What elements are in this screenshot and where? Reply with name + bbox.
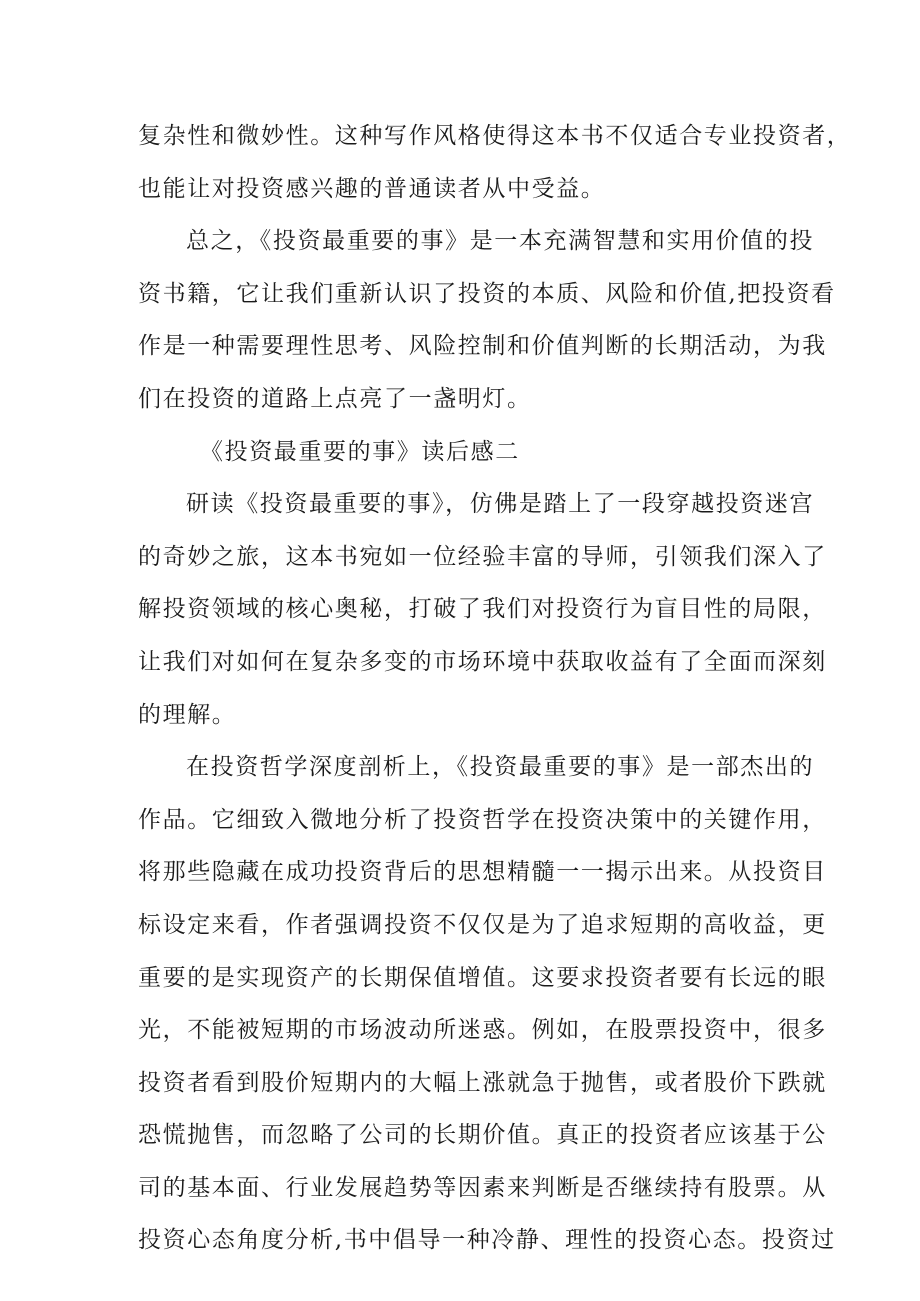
text-line: 研读《投资最重要的事》，仿佛是踏上了一段穿越投资迷宫 — [186, 491, 815, 518]
document-body — [138, 110, 852, 1267]
paragraph — [138, 741, 836, 1267]
text-line: 解投资领域的核心奥秘，打破了我们对投资行为盲目性的局限， — [138, 596, 827, 623]
text-line: 总之，《投资最重要的事》是一本充满智慧和实用价值的投 — [186, 228, 815, 255]
text-line: 让我们对如何在复杂多变的市场环境中获取收益有了全面而深刻 — [138, 648, 827, 675]
text-line: 重要的是实现资产的长期保值增值。这要求投资者要有长远的眼 — [138, 964, 827, 991]
text-line: 恐慌抛售，而忽略了公司的长期价值。真正的投资者应该基于公 — [138, 1122, 827, 1149]
text-line: 在投资哲学深度剖析上，《投资最重要的事》是一部杰出的 — [186, 754, 815, 781]
text-line: 作是一种需要理性思考、风险控制和价值判断的长期活动，为我 — [138, 333, 827, 360]
text-line: 的奇妙之旅，这本书宛如一位经验丰富的导师，引领我们深入了 — [138, 543, 827, 570]
paragraph — [138, 110, 852, 215]
text-line: 复杂性和微妙性。这种写作风格使得这本书不仅适合专业投资者， — [138, 123, 852, 149]
text-line: 投资心态角度分析,书中倡导一种冷静、理性的投资心态。投资过 — [138, 1227, 836, 1254]
text-line: 们在投资的道路上点亮了一盏明灯。 — [138, 385, 532, 412]
text-line: 司的基本面、行业发展趋势等因素来判断是否继续持有股票。从 — [138, 1174, 827, 1201]
text-line: 光，不能被短期的市场波动所迷惑。例如，在股票投资中，很多 — [138, 1017, 827, 1044]
paragraph — [138, 478, 827, 741]
section-heading: 《投资最重要的事》读后感二 — [200, 438, 520, 465]
text-line: 将那些隐藏在成功投资背后的思想精髓一一揭示出来。从投资目 — [138, 859, 827, 886]
text-line: 标设定来看，作者强调投资不仅仅是为了追求短期的高收益，更 — [138, 911, 827, 938]
text-line: 的理解。 — [138, 701, 237, 728]
text-line: 投资者看到股价短期内的大幅上涨就急于抛售，或者股价下跌就 — [138, 1069, 827, 1096]
paragraph — [138, 215, 836, 425]
text-line: 作品。它细致入微地分析了投资哲学在投资决策中的关键作用， — [138, 806, 827, 833]
text-line: 也能让对投资感兴趣的普通读者从中受益。 — [138, 175, 606, 202]
text-line: 资书籍，它让我们重新认识了投资的本质、风险和价值,把投资看 — [138, 280, 836, 307]
